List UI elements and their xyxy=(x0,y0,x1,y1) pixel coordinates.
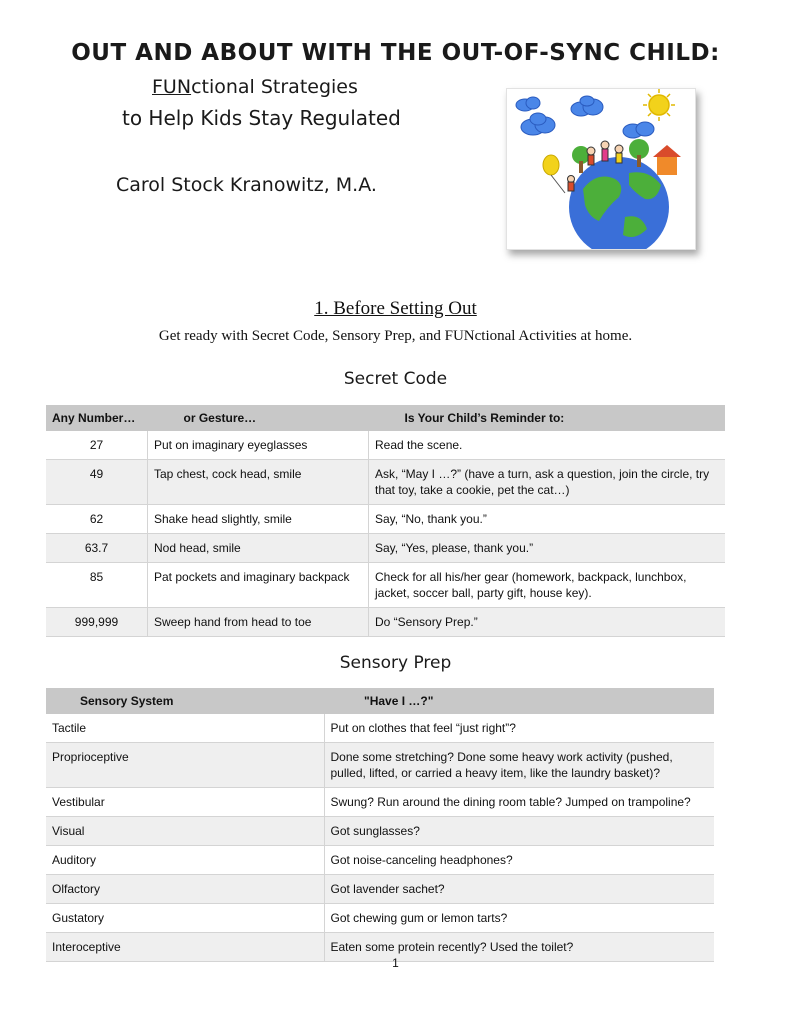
author-name: Carol Stock Kranowitz, M.A. xyxy=(116,174,377,196)
section-intro: Get ready with Secret Code, Sensory Prep, and FUNctional Activities at home. xyxy=(158,328,633,344)
code-reminder: Read the scene. xyxy=(375,438,463,452)
sensory-system: Proprioceptive xyxy=(46,743,324,788)
table-row xyxy=(46,904,714,933)
secret-code-header-row xyxy=(46,405,725,431)
sensory-system: Auditory xyxy=(46,846,324,875)
sensory-question: Got chewing gum or lemon tarts? xyxy=(330,911,508,925)
table-row xyxy=(46,714,714,743)
header-any-number: Any Number… xyxy=(46,405,148,431)
sensory-prep-table xyxy=(46,688,714,962)
code-gesture: Nod head, smile xyxy=(148,534,369,563)
sensory-question: Got sunglasses? xyxy=(324,817,714,846)
code-number: 49 xyxy=(46,460,148,505)
earth-drawing-icon xyxy=(507,89,695,249)
code-number: 27 xyxy=(89,438,104,452)
sensory-prep-title: Sensory Prep xyxy=(339,653,452,673)
code-reminder: Do “Sensory Prep.” xyxy=(369,608,726,637)
code-number: 62 xyxy=(89,512,104,526)
sensory-system: Tactile xyxy=(46,714,324,743)
code-reminder: Say, “Yes, please, thank you.” xyxy=(369,534,726,563)
section-heading: 1. Before Setting Out xyxy=(314,298,477,319)
sensory-question: Got lavender sachet? xyxy=(324,875,714,904)
table-row xyxy=(46,563,725,608)
sensory-system: Visual xyxy=(46,817,324,846)
header-sensory-system: Sensory System xyxy=(46,688,324,714)
code-reminder: Ask, “May I …?” (have a turn, ask a question, join the circle, try that toy, take a cookie, pet the cat…) xyxy=(369,460,726,505)
code-gesture: Pat pockets and imaginary backpack xyxy=(148,563,369,608)
code-gesture: Tap chest, cock head, smile xyxy=(148,460,369,505)
sensory-question: Got noise-canceling headphones? xyxy=(330,853,513,867)
sensory-system: Olfactory xyxy=(46,875,324,904)
table-row xyxy=(46,608,725,637)
secret-code-title: Secret Code xyxy=(343,369,448,389)
table-row xyxy=(46,431,725,460)
table-row xyxy=(46,846,714,875)
table-row xyxy=(46,460,725,505)
table-row xyxy=(46,505,725,534)
subtitle-fun: FUN xyxy=(152,76,192,98)
table-row xyxy=(46,817,714,846)
sensory-header-row xyxy=(46,688,714,714)
document-title: OUT AND ABOUT WITH THE OUT-OF-SYNC CHILD: xyxy=(71,40,720,66)
table-row xyxy=(46,534,725,563)
secret-code-table xyxy=(46,405,725,637)
subtitle-rest: ctional Strategies xyxy=(191,76,358,98)
code-number: 999,999 xyxy=(46,608,148,637)
subtitle-line-1 xyxy=(152,76,358,98)
sensory-system: Gustatory xyxy=(46,904,324,933)
code-gesture: Sweep hand from head to toe xyxy=(148,608,369,637)
table-row xyxy=(46,788,714,817)
code-number: 85 xyxy=(89,570,104,584)
code-reminder: Check for all his/her gear (homework, backpack, lunchbox, jacket, soccer ball, party gift, house key). xyxy=(375,570,687,600)
sensory-question: Put on clothes that feel “just right”? xyxy=(330,721,516,735)
sensory-question: Done some stretching? Done some heavy work activity (pushed, pulled, lifted, or carried a heavy item, like the laundry basket)? xyxy=(324,743,714,788)
header-reminder: Is Your Child’s Reminder to: xyxy=(369,405,726,431)
page-number: 1 xyxy=(392,956,399,970)
sensory-question: Swung? Run around the dining room table? Jumped on trampoline? xyxy=(330,795,691,809)
sensory-system: Vestibular xyxy=(46,788,324,817)
header-have-i: "Have I …?" xyxy=(324,688,714,714)
header-or-gesture: or Gesture… xyxy=(148,405,369,431)
code-number: 63.7 xyxy=(46,534,148,563)
code-gesture: Put on imaginary eyeglasses xyxy=(148,431,369,460)
sensory-question: Eaten some protein recently? Used the toilet? xyxy=(324,933,714,962)
sensory-system: Interoceptive xyxy=(46,933,324,962)
code-reminder: Say, “No, thank you.” xyxy=(375,512,487,526)
subtitle-line-2: to Help Kids Stay Regulated xyxy=(122,106,401,130)
table-row xyxy=(46,743,714,788)
code-gesture: Shake head slightly, smile xyxy=(148,505,369,534)
earth-kids-illustration xyxy=(506,88,696,250)
table-row xyxy=(46,875,714,904)
